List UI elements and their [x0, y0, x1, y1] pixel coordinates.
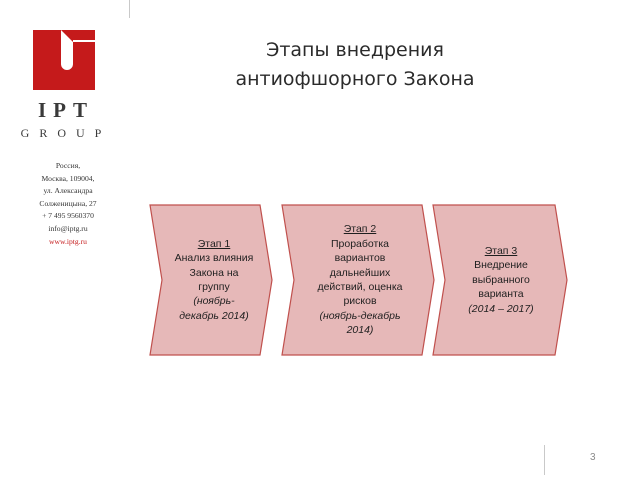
stage-description: действий, оценка	[317, 281, 403, 293]
stage-1-text	[162, 205, 266, 355]
stage-description: дальнейших	[329, 266, 391, 279]
stage-description: варианта	[478, 288, 524, 301]
stage-period: (2014 – 2017)	[468, 302, 534, 315]
stage-2-text	[292, 205, 428, 355]
website-link[interactable]: www.iptg.ru	[49, 236, 87, 246]
footer-divider	[544, 445, 545, 475]
stage-period: декабрь 2014)	[179, 309, 249, 322]
company-name: IPT	[37, 98, 94, 122]
address-line: Солженицына, 27	[39, 198, 97, 208]
stage-description: Закона на	[189, 266, 239, 279]
stage-3-text	[443, 205, 559, 355]
email-link[interactable]: info@iptg.ru	[48, 223, 88, 233]
stage-period: (ноябрь-декабрь	[319, 309, 401, 322]
stage-title: Этап 3	[484, 244, 518, 257]
address-line: Россия,	[55, 161, 81, 170]
stage-description: Внедрение	[474, 259, 528, 272]
stage-description: вариантов	[334, 252, 386, 265]
stage-description: Проработка	[330, 237, 389, 250]
stage-description: рисков	[343, 295, 377, 308]
phone-number: + 7 495 9560370	[42, 211, 94, 221]
slide-title: Этапы внедрения антиофшорного Закона	[235, 39, 475, 90]
stage-title: Этап 2	[343, 223, 377, 236]
address-line: ул. Александра	[43, 186, 93, 196]
stage-title: Этап 1	[197, 237, 231, 250]
company-group-label: GROUP	[20, 126, 112, 140]
page-number: 3	[590, 452, 596, 463]
stage-description: группу	[198, 281, 230, 293]
address-line: Москва, 109004,	[41, 173, 95, 183]
stage-period: 2014)	[346, 324, 374, 337]
stage-description: Анализ влияния	[174, 252, 254, 265]
stage-description: выбранного	[472, 273, 530, 286]
stage-period: (ноябрь-	[193, 295, 235, 308]
